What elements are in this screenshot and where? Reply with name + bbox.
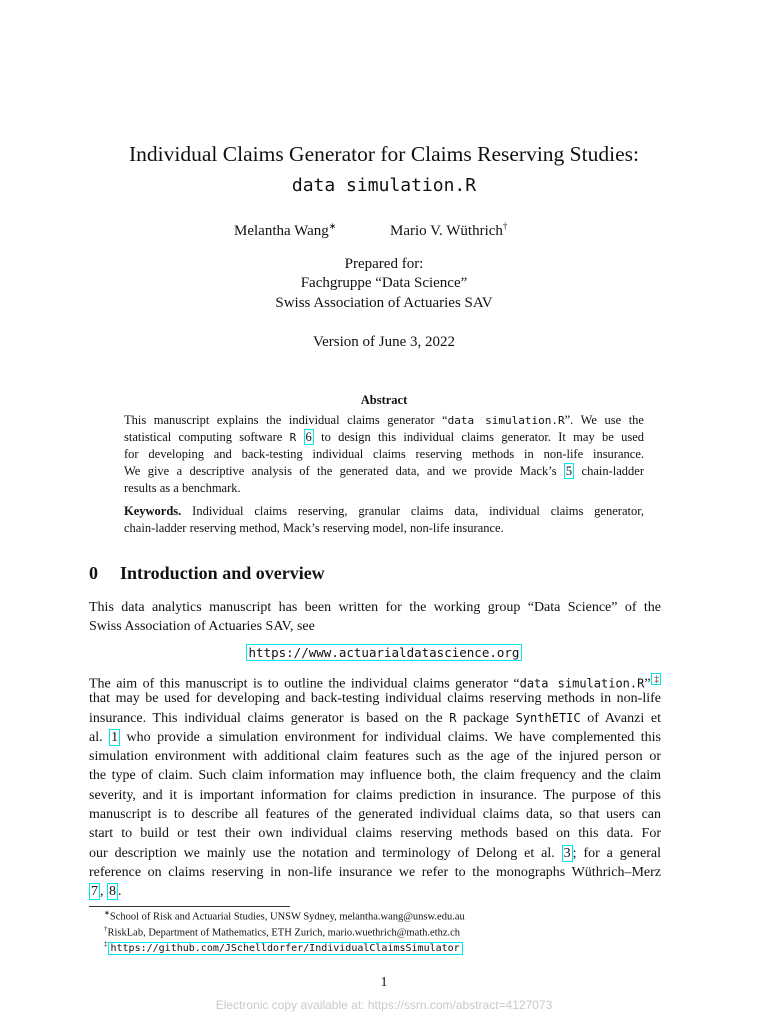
author-name: Melantha Wang — [234, 223, 329, 239]
code-text: data simulation.R — [519, 676, 645, 691]
ssrn-watermark[interactable]: Electronic copy available at: https://ssrn.com/abstract=4127073 — [215, 998, 553, 1012]
footnote-mark: † — [104, 925, 108, 933]
text: ; for a general — [572, 845, 661, 861]
text: . — [118, 884, 122, 900]
keywords-block — [124, 503, 644, 537]
text-line — [89, 844, 661, 863]
text-line: simulation environment with additional claim features such as the age of the injured person or — [89, 749, 661, 765]
text: ” — [644, 676, 651, 692]
code-text: SynthETIC — [515, 710, 581, 725]
paper-title: Individual Claims Generator for Claims Reserving Studies: — [129, 142, 639, 166]
author-wang — [234, 221, 336, 240]
text-line: reference on claims reserving in non-life insurance we refer to the monographs Wüthrich–Merz — [89, 864, 661, 880]
text-line — [89, 709, 661, 728]
abstract-line: for developing and back-testing individual claims reserving methods in non-life insurance. — [124, 447, 644, 461]
abstract-line — [124, 412, 644, 429]
prepared-for: Prepared for: — [344, 256, 424, 272]
footnote-mark: ∗ — [104, 909, 110, 917]
author-mark: ∗ — [328, 221, 337, 231]
keywords-line: chain-ladder reserving method, Mack’s reserving model, non-life insurance. — [124, 521, 504, 535]
text-line: the type of claim. Such claim information may influence both, the claim frequency and the claim — [89, 768, 661, 784]
paper-title-code: data simulation.R — [291, 175, 477, 196]
text: to design this individual claims generator. It may be used — [313, 430, 645, 444]
code-text: R — [449, 710, 457, 725]
text: our description we mainly use the notation and terminology of Delong et al. — [89, 845, 562, 861]
prepared-association: Swiss Association of Actuaries SAV — [275, 295, 493, 311]
section-title: Introduction and overview — [120, 563, 325, 583]
citation-link[interactable]: 7 — [91, 884, 98, 900]
text-line — [89, 882, 661, 901]
footnote-2 — [104, 925, 460, 939]
text: This manuscript explains the individual claims generator “ — [124, 413, 448, 427]
citation-link[interactable]: 5 — [565, 464, 573, 478]
section-heading — [89, 563, 325, 584]
text: chain-ladder — [574, 464, 644, 478]
citation-link[interactable]: 1 — [111, 729, 119, 745]
text: Individual claims reserving, granular claims data, individual claims generator, — [181, 504, 644, 518]
text: statistical computing software — [124, 430, 290, 444]
abstract-heading: Abstract — [360, 393, 408, 407]
citation-link[interactable]: 6 — [305, 430, 312, 444]
text-line: severity, and it is important information for claims prediction in insurance. The purpose of this — [89, 787, 661, 803]
author-wuthrich — [390, 221, 507, 240]
text-line: Swiss Association of Actuaries SAV, see — [89, 619, 315, 635]
footnote-1 — [104, 909, 465, 923]
text: al. — [89, 729, 110, 745]
text-line: that may be used for developing and back-testing individual claims reserving methods in non-life — [89, 691, 661, 707]
text: package — [456, 710, 516, 726]
text: who provide a simulation environment for individual claims. We have complemented this — [120, 729, 661, 745]
actuarial-url-link[interactable]: https://www.actuarialdatascience.org — [246, 644, 523, 661]
intro-paragraph-2 — [89, 670, 661, 902]
text-line: This data analytics manuscript has been written for the working group “Data Science” of the — [89, 600, 661, 615]
intro-paragraph-1 — [89, 598, 661, 637]
version-date: Version of June 3, 2022 — [312, 334, 456, 350]
code-text: R — [289, 431, 297, 444]
code-text: data simulation.R — [447, 414, 565, 427]
text: We give a descriptive analysis of the generated data, and we provide Mack’s — [124, 464, 564, 478]
footnote-text: School of Risk and Actuarial Studies, UNSW Sydney, melantha.wang@unsw.edu.au — [109, 911, 465, 923]
author-name: Mario V. Wüthrich — [390, 223, 503, 239]
footnote-link[interactable]: ‡ — [652, 674, 659, 684]
text-line: manuscript is to describe all features of the generated individual claims data, so that users can — [89, 807, 661, 823]
abstract-body — [124, 412, 644, 497]
keywords-line — [124, 503, 644, 520]
footnote-divider — [89, 906, 290, 907]
abstract-line — [124, 429, 644, 446]
text: insurance. This individual claims generator is based on the — [89, 710, 450, 726]
github-url-link[interactable]: https://github.com/JSchelldorfer/IndividualClaimsSimulator — [108, 942, 463, 955]
prepared-group: Fachgruppe “Data Science” — [300, 275, 468, 291]
text-line — [89, 670, 661, 692]
citation-link[interactable]: 8 — [109, 884, 116, 900]
author-mark: † — [502, 221, 508, 231]
text: of Avanzi et — [580, 710, 661, 726]
citation-link[interactable]: 3 — [563, 845, 571, 861]
text: The aim of this manuscript is to outline the individual claims generator “ — [89, 676, 520, 692]
keywords-label: Keywords. — [124, 504, 182, 518]
page-number: 1 — [380, 975, 388, 990]
text-line — [89, 728, 661, 747]
footnote-mark: ‡ — [104, 940, 108, 948]
url-line — [0, 645, 768, 660]
footnote-text: RiskLab, Department of Mathematics, ETH Zurich, mario.wuethrich@math.ethz.ch — [107, 927, 461, 939]
section-number: 0 — [89, 563, 98, 583]
abstract-line: results as a benchmark. — [124, 481, 241, 495]
abstract-line — [124, 463, 644, 480]
text: ”. We use the — [564, 413, 644, 427]
footnote-3 — [104, 940, 463, 954]
text: , — [100, 884, 107, 900]
text-line: start to build or test their own individual claims reserving methods based on this data. For — [89, 826, 661, 842]
